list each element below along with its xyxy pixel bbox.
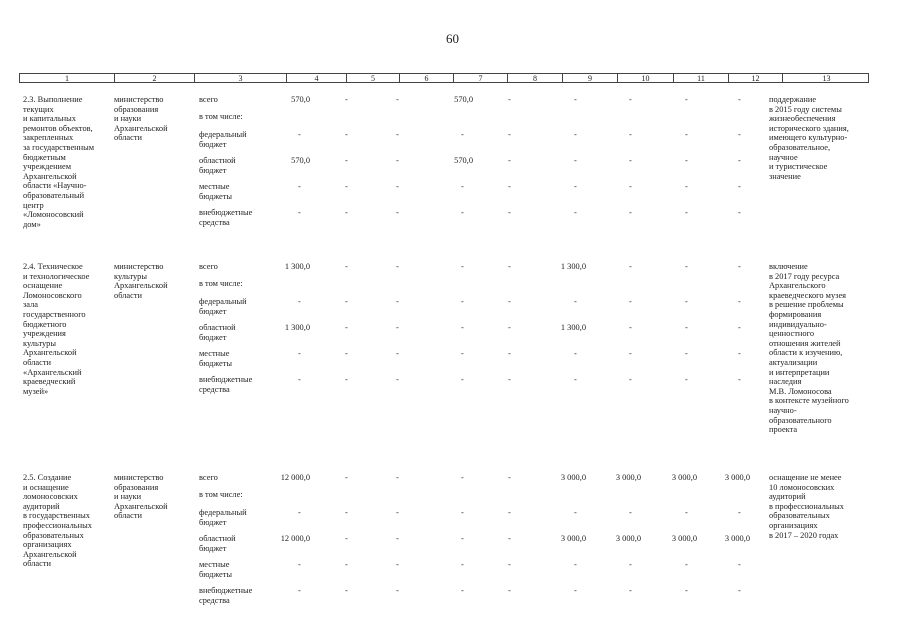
header-cell: 10 — [618, 74, 674, 82]
empty-value: - — [685, 130, 688, 139]
empty-value: - — [738, 560, 741, 569]
empty-value: - — [345, 323, 348, 332]
header-cell: 8 — [508, 74, 563, 82]
funding-value: 12 000,0 — [280, 473, 310, 482]
empty-value: - — [629, 208, 632, 217]
empty-value: - — [574, 182, 577, 191]
empty-value: - — [685, 323, 688, 332]
empty-value: - — [396, 473, 399, 482]
funding-value: 12 000,0 — [280, 534, 310, 543]
empty-value: - — [508, 95, 511, 104]
empty-value: - — [396, 375, 399, 384]
funding-source-label: внебюджетные средства — [199, 375, 253, 394]
empty-value: - — [508, 375, 511, 384]
empty-value: - — [738, 508, 741, 517]
empty-value: - — [461, 323, 464, 332]
funding-source-label: в том числе: — [199, 112, 243, 121]
empty-value: - — [574, 508, 577, 517]
empty-value: - — [629, 182, 632, 191]
empty-value: - — [629, 560, 632, 569]
empty-value: - — [298, 375, 301, 384]
empty-value: - — [738, 323, 741, 332]
funding-source-label: внебюджетные средства — [199, 586, 253, 605]
empty-value: - — [629, 375, 632, 384]
executor: министерство образования и науки Архангельской области — [114, 95, 168, 143]
empty-value: - — [345, 95, 348, 104]
empty-value: - — [685, 349, 688, 358]
empty-value: - — [461, 586, 464, 595]
empty-value: - — [574, 130, 577, 139]
empty-value: - — [396, 156, 399, 165]
empty-value: - — [345, 473, 348, 482]
empty-value: - — [738, 349, 741, 358]
empty-value: - — [629, 349, 632, 358]
header-cell: 6 — [400, 74, 454, 82]
empty-value: - — [396, 349, 399, 358]
empty-value: - — [508, 534, 511, 543]
empty-value: - — [738, 297, 741, 306]
activity-name: 2.3. Выполнение текущих и капитальных ремонтов объектов, закрепленных за государственным бюджетным учреждением Архангельской области «Научно- образовательный центр «Ломоносовский дом» — [23, 95, 95, 229]
funding-value: 3 000,0 — [671, 534, 697, 543]
header-cell: 12 — [729, 74, 783, 82]
header-cell: 2 — [115, 74, 195, 82]
empty-value: - — [298, 349, 301, 358]
funding-source-label: местные бюджеты — [199, 182, 233, 201]
executor: министерство образования и науки Архангельской области — [114, 473, 168, 521]
empty-value: - — [298, 130, 301, 139]
empty-value: - — [738, 586, 741, 595]
empty-value: - — [629, 323, 632, 332]
funding-source-label: местные бюджеты — [199, 560, 233, 579]
empty-value: - — [345, 375, 348, 384]
empty-value: - — [738, 95, 741, 104]
empty-value: - — [508, 262, 511, 271]
empty-value: - — [461, 560, 464, 569]
empty-value: - — [461, 349, 464, 358]
empty-value: - — [345, 262, 348, 271]
funding-value: 3 000,0 — [560, 473, 586, 482]
empty-value: - — [629, 586, 632, 595]
empty-value: - — [685, 208, 688, 217]
empty-value: - — [298, 182, 301, 191]
empty-value: - — [574, 560, 577, 569]
header-cell: 4 — [287, 74, 347, 82]
empty-value: - — [345, 297, 348, 306]
empty-value: - — [345, 182, 348, 191]
header-cell: 1 — [20, 74, 115, 82]
empty-value: - — [508, 323, 511, 332]
funding-source-label: в том числе: — [199, 279, 243, 288]
activity-name: 2.4. Техническое и технологическое оснащение Ломоносовского зала государственного бюджетного учреждения культуры Архангельской области «Архангельский краеведческий музей» — [23, 262, 90, 396]
funding-value: 1 300,0 — [560, 323, 586, 332]
expected-result: поддержание в 2015 году системы жизнеобеспечения исторического здания, имеющего культурно- образовательное, научное и туристическое значение — [769, 95, 849, 181]
funding-source-label: федеральный бюджет — [199, 297, 247, 316]
funding-source-label: областной бюджет — [199, 156, 236, 175]
empty-value: - — [508, 297, 511, 306]
empty-value: - — [685, 95, 688, 104]
header-cell: 13 — [822, 74, 831, 83]
funding-source-label: областной бюджет — [199, 534, 236, 553]
empty-value: - — [574, 375, 577, 384]
empty-value: - — [508, 182, 511, 191]
empty-value: - — [508, 560, 511, 569]
funding-source-label: всего — [199, 262, 218, 271]
funding-source-label: всего — [199, 473, 218, 482]
empty-value: - — [298, 586, 301, 595]
empty-value: - — [629, 130, 632, 139]
empty-value: - — [396, 262, 399, 271]
empty-value: - — [396, 95, 399, 104]
empty-value: - — [396, 508, 399, 517]
empty-value: - — [574, 586, 577, 595]
empty-value: - — [345, 508, 348, 517]
empty-value: - — [396, 130, 399, 139]
funding-source-label: федеральный бюджет — [199, 130, 247, 149]
empty-value: - — [345, 130, 348, 139]
expected-result: включение в 2017 году ресурса Архангельского краеведческого музея в решение проблемы формирования индивидуально- ценностного отношения жителей области к изучению, актуализации и интерпретации наследия М.В. Ломоносова в контексте музейного научно- образовательного проекта — [769, 262, 849, 435]
funding-value: 570,0 — [291, 156, 310, 165]
funding-value: 3 000,0 — [724, 534, 750, 543]
empty-value: - — [508, 349, 511, 358]
empty-value: - — [345, 534, 348, 543]
empty-value: - — [685, 297, 688, 306]
funding-value: 3 000,0 — [615, 534, 641, 543]
empty-value: - — [396, 560, 399, 569]
empty-value: - — [629, 95, 632, 104]
empty-value: - — [508, 586, 511, 595]
header-cell: 7 — [454, 74, 508, 82]
empty-value: - — [574, 297, 577, 306]
empty-value: - — [461, 297, 464, 306]
empty-value: - — [345, 208, 348, 217]
empty-value: - — [508, 208, 511, 217]
funding-source-label: федеральный бюджет — [199, 508, 247, 527]
empty-value: - — [396, 586, 399, 595]
empty-value: - — [685, 508, 688, 517]
empty-value: - — [345, 349, 348, 358]
header-cell: 9 — [563, 74, 618, 82]
empty-value: - — [738, 130, 741, 139]
expected-result: оснащение не менее 10 ломоносовских аудиторий в профессиональных образовательных организациях в 2017 – 2020 годах — [769, 473, 844, 540]
empty-value: - — [461, 473, 464, 482]
empty-value: - — [461, 208, 464, 217]
empty-value: - — [396, 182, 399, 191]
empty-value: - — [574, 208, 577, 217]
funding-source-label: внебюджетные средства — [199, 208, 253, 227]
empty-value: - — [738, 208, 741, 217]
empty-value: - — [508, 130, 511, 139]
empty-value: - — [629, 262, 632, 271]
empty-value: - — [396, 534, 399, 543]
empty-value: - — [461, 375, 464, 384]
empty-value: - — [396, 297, 399, 306]
empty-value: - — [685, 156, 688, 165]
empty-value: - — [461, 262, 464, 271]
page-number: 60 — [446, 31, 459, 46]
empty-value: - — [685, 375, 688, 384]
empty-value: - — [396, 208, 399, 217]
empty-value: - — [738, 375, 741, 384]
header-cell: 11 — [674, 74, 729, 82]
empty-value: - — [508, 156, 511, 165]
empty-value: - — [461, 508, 464, 517]
empty-value: - — [685, 560, 688, 569]
empty-value: - — [574, 349, 577, 358]
empty-value: - — [461, 130, 464, 139]
empty-value: - — [685, 262, 688, 271]
empty-value: - — [508, 508, 511, 517]
funding-source-label: всего — [199, 95, 218, 104]
empty-value: - — [629, 156, 632, 165]
empty-value: - — [574, 95, 577, 104]
funding-value: 3 000,0 — [560, 534, 586, 543]
empty-value: - — [298, 560, 301, 569]
funding-value: 1 300,0 — [284, 262, 310, 271]
funding-value: 3 000,0 — [615, 473, 641, 482]
empty-value: - — [461, 534, 464, 543]
empty-value: - — [298, 508, 301, 517]
funding-source-label: местные бюджеты — [199, 349, 233, 368]
funding-value: 3 000,0 — [724, 473, 750, 482]
funding-value: 3 000,0 — [671, 473, 697, 482]
funding-value: 570,0 — [291, 95, 310, 104]
funding-value: 570,0 — [454, 95, 473, 104]
empty-value: - — [574, 156, 577, 165]
empty-value: - — [629, 508, 632, 517]
header-cell: 5 — [347, 74, 400, 82]
activity-name: 2.5. Создание и оснащение ломоносовских аудиторий в государственных профессиональных образовательных организациях Архангельской области — [23, 473, 92, 569]
empty-value: - — [629, 297, 632, 306]
funding-value: 1 300,0 — [560, 262, 586, 271]
empty-value: - — [738, 262, 741, 271]
empty-value: - — [396, 323, 399, 332]
funding-source-label: в том числе: — [199, 490, 243, 499]
table-header — [19, 73, 869, 83]
funding-value: 570,0 — [454, 156, 473, 165]
funding-value: 1 300,0 — [284, 323, 310, 332]
empty-value: - — [298, 208, 301, 217]
empty-value: - — [738, 182, 741, 191]
empty-value: - — [298, 297, 301, 306]
empty-value: - — [685, 182, 688, 191]
empty-value: - — [508, 473, 511, 482]
empty-value: - — [461, 182, 464, 191]
empty-value: - — [345, 586, 348, 595]
header-cell: 3 — [195, 74, 287, 82]
empty-value: - — [738, 156, 741, 165]
executor: министерство культуры Архангельской области — [114, 262, 168, 300]
empty-value: - — [345, 156, 348, 165]
funding-source-label: областной бюджет — [199, 323, 236, 342]
empty-value: - — [685, 586, 688, 595]
empty-value: - — [345, 560, 348, 569]
